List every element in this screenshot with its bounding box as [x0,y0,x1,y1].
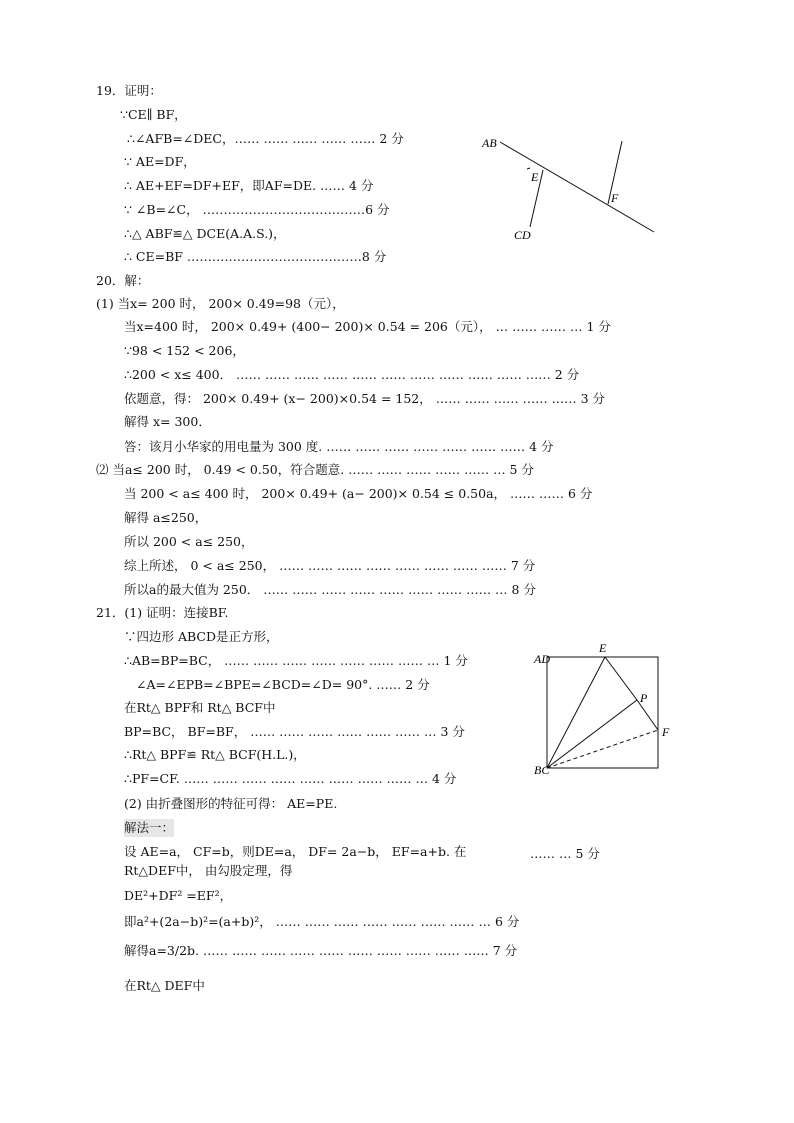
line-20-7: 答：该月小华家的用电量为 300 度. …… …… …… …… …… …… …… 4 分 [124,439,554,454]
line-21-3: ∠A=∠EPB=∠BPE=∠BCD=∠D= 90°. …… 2 分 [136,677,430,692]
line-21-6: ∴Rt△ BPF≌ Rt△ BCF(H.L.)， [124,747,306,762]
fig21-label-ad: AD [534,652,550,666]
line-19-1: ∵CE∥ BF， [120,107,187,122]
line-21-8: (2) 由折叠图形的特征可得： AE=PE. [124,796,338,811]
line-20-title: 20．解： [96,273,150,288]
line-21-10: 设 AE=a， CF=b，则DE=a， DF= 2a−b， EF=a+b. 在 [124,844,467,859]
line-20-4: ∴200 < x≤ 400． …… …… …… …… …… …… …… …… …… …… …… 2 分 [124,367,580,382]
line-19-3: ∵ AE=DF， [124,154,196,169]
line-21-5: BP=BC， BF=BF， …… …… …… …… …… …… … 3 分 [124,724,465,739]
fig19-label-ab: AB [482,136,497,150]
fig21-square [547,657,658,768]
line-21-14: 解得a=3/2b. …… …… …… …… …… …… …… …… …… …… 7 分 [124,943,518,958]
fig21-label-p: P [640,691,648,705]
line-21-1: ∵四边形 ABCD是正方形， [124,629,279,644]
line-20-13: 所以a的最大值为 250． …… …… …… …… …… …… …… …… … 8 分 [124,582,536,597]
fig19-line-cd-e [527,168,530,169]
fig21-label-f: F [662,725,670,739]
fig21-line-bp [547,700,637,768]
fig21-label-bc: BC [534,763,550,777]
line-19-4: ∴ AE+EF=DF+EF，即AF=DE. …… 4 分 [124,178,374,193]
line-21-15: 在Rt△ DEF中 [124,978,205,993]
fig19-label-cd: CD [514,228,531,242]
line-21-7: ∴PF=CF. …… …… …… …… …… …… …… …… … 4 分 [124,771,457,786]
line-19-5: ∵ ∠B=∠C， …………………………………6 分 [124,202,390,217]
fig21-line-ep [605,657,637,700]
line-21-9: 解法一： [124,820,175,835]
line-20-10: 解得 a≤250， [124,510,208,525]
line-20-3: ∵98 < 152 < 206， [124,343,245,358]
fig19-line-ab-f [500,142,654,232]
line-20-11: 所以 200 < a≤ 250， [124,534,254,549]
line-21-4: 在Rt△ BPF和 Rt△ BCF中 [124,700,276,715]
line-19-6: ∴△ ABF≌△ DCE(A.A.S.)， [124,226,286,241]
line-21-13: 即a²+(2a−b)²=(a+b)²， …… …… …… …… …… …… …… … 6 分 [124,914,520,929]
line-20-6: 解得 x= 300． [124,414,211,429]
figure-19 [470,128,670,246]
line-20-12: 综上所述， 0 < a≤ 250， …… …… …… …… …… …… …… …… 7 分 [124,558,536,573]
line-20-1: (1) 当x= 200 时， 200× 0.49=98（元）， [96,296,345,311]
fig19-label-f: F [611,191,619,205]
line-20-2: 当x=400 时， 200× 0.49+ (400− 200)× 0.54 = 206（元）， … …… …… … 1 分 [124,319,611,334]
line-19-7: ∴ CE=BF ……………………………………8 分 [124,249,387,264]
line-19-2: ∴∠AFB=∠DEC，…… …… …… …… …… 2 分 [127,131,404,146]
line-21-10-score: …… … 5 分 [530,846,600,861]
fig19-label-e: E [531,170,539,184]
line-21-title: 21．(1) 证明：连接BF. [96,605,229,620]
line-21-2: ∴AB=BP=BC， …… …… …… …… …… …… …… … 1 分 [124,653,468,668]
line-19-title: 19．证明： [96,83,162,98]
line-21-11: Rt△DEF中， 由勾股定理，得 [124,863,293,878]
line-21-12: DE²+DF² =EF²， [124,888,233,903]
line-20-8: ⑵ 当a≤ 200 时， 0.49 < 0.50，符合题意. …… …… …… …… …… … 5 分 [96,462,534,477]
line-20-5: 依题意，得： 200× 0.49+ (x− 200)×0.54 = 152， …… …… …… …… …… 3 分 [124,391,606,406]
figure-21 [530,640,690,785]
fig21-label-e: E [599,641,607,655]
line-20-9: 当 200 < a≤ 400 时， 200× 0.49+ (a− 200)× 0.54 ≤ 0.50a， …… …… 6 分 [124,486,593,501]
